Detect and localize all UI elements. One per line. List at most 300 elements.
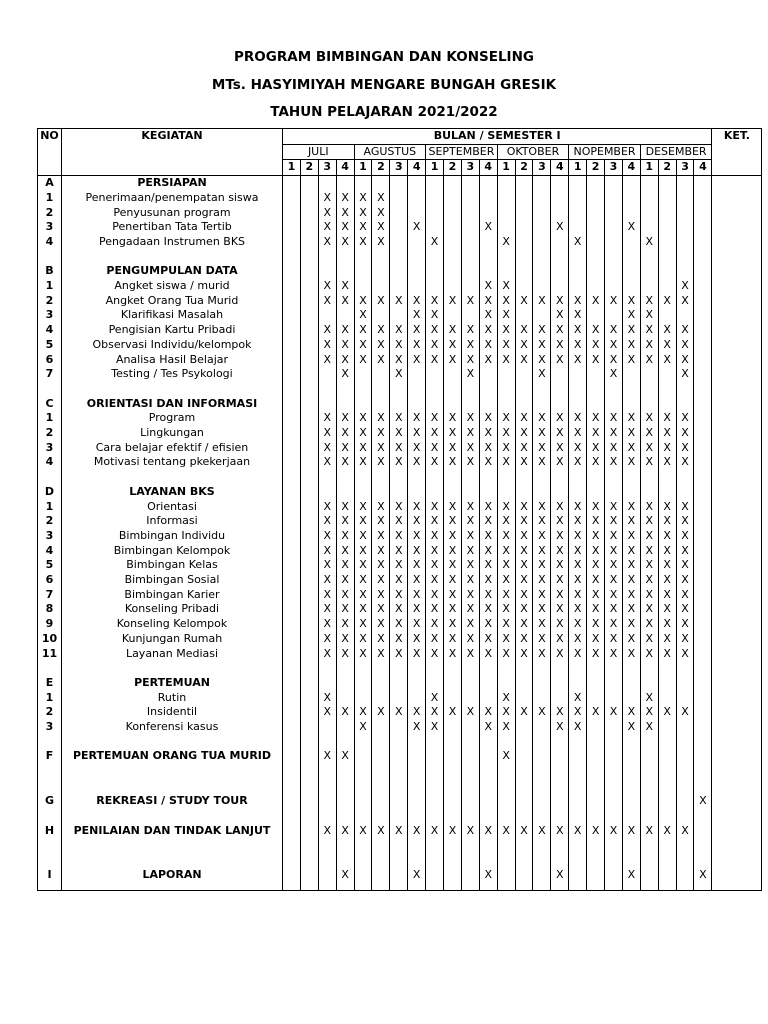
week-cell xyxy=(283,514,301,529)
week-cell xyxy=(658,367,676,382)
week-cell: X xyxy=(569,824,587,854)
week-cell: X xyxy=(444,426,462,441)
week-cell: X xyxy=(640,529,658,544)
week-cell: X xyxy=(390,544,408,559)
week-cell: X xyxy=(551,426,569,441)
week-cell xyxy=(390,779,408,794)
week-cell: X xyxy=(515,632,533,647)
header-ket: KET. xyxy=(712,129,762,176)
week-cell: X xyxy=(676,294,694,309)
week-cell xyxy=(283,411,301,426)
week-cell: X xyxy=(533,573,551,588)
ket-cell xyxy=(712,691,762,706)
week-cell xyxy=(318,176,336,191)
week-cell xyxy=(461,661,479,676)
week-cell: X xyxy=(587,617,605,632)
week-cell xyxy=(551,854,569,869)
ket-cell xyxy=(712,676,762,691)
week-cell: X xyxy=(408,294,426,309)
week-cell: X xyxy=(318,191,336,206)
week-cell: X xyxy=(479,824,497,854)
week-cell xyxy=(533,382,551,397)
week-cell: X xyxy=(640,617,658,632)
week-cell: X xyxy=(622,455,640,470)
week-cell: X xyxy=(533,632,551,647)
week-cell xyxy=(497,367,515,382)
week-header: 4 xyxy=(479,160,497,176)
week-cell xyxy=(640,220,658,235)
week-cell xyxy=(658,308,676,323)
week-cell xyxy=(283,264,301,279)
week-cell: X xyxy=(605,573,623,588)
row-kegiatan: Pengisian Kartu Pribadi xyxy=(62,323,283,338)
week-cell: X xyxy=(461,632,479,647)
week-cell: X xyxy=(444,514,462,529)
week-cell: X xyxy=(318,632,336,647)
week-cell xyxy=(569,367,587,382)
week-cell xyxy=(587,868,605,891)
week-cell: X xyxy=(336,824,354,854)
week-cell xyxy=(390,676,408,691)
week-cell: X xyxy=(426,720,444,735)
row-no: I xyxy=(38,868,62,891)
week-cell xyxy=(283,470,301,485)
week-cell: X xyxy=(605,426,623,441)
week-cell: X xyxy=(658,602,676,617)
week-cell: X xyxy=(408,308,426,323)
week-cell xyxy=(569,854,587,869)
week-cell xyxy=(300,558,318,573)
week-cell: X xyxy=(640,647,658,662)
week-cell: X xyxy=(533,323,551,338)
week-cell: X xyxy=(336,602,354,617)
week-cell: X xyxy=(444,705,462,720)
week-cell xyxy=(658,250,676,265)
week-cell: X xyxy=(640,323,658,338)
week-cell: X xyxy=(408,602,426,617)
week-cell: X xyxy=(694,794,712,809)
week-cell xyxy=(372,749,390,779)
week-cell xyxy=(318,794,336,809)
row-kegiatan: LAYANAN BKS xyxy=(62,485,283,500)
week-cell xyxy=(479,191,497,206)
week-cell: X xyxy=(569,705,587,720)
week-cell: X xyxy=(318,691,336,706)
week-cell: X xyxy=(318,323,336,338)
week-cell: X xyxy=(461,323,479,338)
week-cell xyxy=(372,279,390,294)
week-cell xyxy=(533,176,551,191)
week-cell: X xyxy=(354,206,372,221)
week-cell: X xyxy=(372,441,390,456)
week-cell: X xyxy=(408,705,426,720)
week-cell xyxy=(283,382,301,397)
week-cell xyxy=(658,794,676,809)
header-no: NO xyxy=(38,129,62,176)
week-cell: X xyxy=(676,323,694,338)
week-cell xyxy=(283,647,301,662)
week-cell: X xyxy=(533,514,551,529)
week-cell: X xyxy=(640,338,658,353)
week-cell xyxy=(622,779,640,794)
row-no xyxy=(38,854,62,869)
week-cell: X xyxy=(444,455,462,470)
week-cell: X xyxy=(390,558,408,573)
week-cell xyxy=(408,485,426,500)
week-cell: X xyxy=(426,500,444,515)
week-cell xyxy=(676,235,694,250)
week-cell xyxy=(622,854,640,869)
week-cell xyxy=(354,868,372,891)
week-cell xyxy=(318,676,336,691)
week-cell xyxy=(497,191,515,206)
week-cell xyxy=(408,382,426,397)
week-cell: X xyxy=(336,279,354,294)
row-kegiatan: PENGUMPULAN DATA xyxy=(62,264,283,279)
week-cell: X xyxy=(390,514,408,529)
week-cell xyxy=(461,470,479,485)
week-cell xyxy=(318,397,336,412)
week-cell xyxy=(354,794,372,809)
week-cell: X xyxy=(336,206,354,221)
week-cell xyxy=(283,705,301,720)
school-name: MTs. HASYIMIYAH MENGARE BUNGAH GRESIK xyxy=(211,77,557,93)
week-cell xyxy=(694,485,712,500)
week-cell xyxy=(426,779,444,794)
week-cell: X xyxy=(587,338,605,353)
week-cell: X xyxy=(372,455,390,470)
week-cell xyxy=(408,779,426,794)
week-cell: X xyxy=(605,588,623,603)
week-cell xyxy=(336,485,354,500)
week-cell xyxy=(658,191,676,206)
week-cell: X xyxy=(533,588,551,603)
week-cell xyxy=(426,749,444,779)
week-cell xyxy=(587,735,605,750)
week-cell: X xyxy=(408,647,426,662)
week-cell xyxy=(676,176,694,191)
week-cell: X xyxy=(372,338,390,353)
week-cell xyxy=(408,794,426,809)
ket-cell xyxy=(712,632,762,647)
week-cell xyxy=(622,661,640,676)
week-cell xyxy=(551,206,569,221)
row-no: B xyxy=(38,264,62,279)
week-cell: X xyxy=(587,426,605,441)
week-cell xyxy=(426,191,444,206)
week-cell xyxy=(515,779,533,794)
week-cell xyxy=(372,250,390,265)
month-header: SEPTEMBER xyxy=(426,144,498,160)
week-cell: X xyxy=(622,705,640,720)
week-header: 2 xyxy=(444,160,462,176)
week-cell xyxy=(354,485,372,500)
week-cell xyxy=(551,191,569,206)
week-cell: X xyxy=(461,338,479,353)
row-kegiatan: LAPORAN xyxy=(62,868,283,891)
week-cell: X xyxy=(390,588,408,603)
week-cell xyxy=(622,794,640,809)
week-cell xyxy=(444,367,462,382)
week-cell xyxy=(694,691,712,706)
week-cell: X xyxy=(551,411,569,426)
week-cell xyxy=(694,588,712,603)
week-cell xyxy=(533,794,551,809)
week-cell: X xyxy=(622,868,640,891)
week-cell: X xyxy=(461,705,479,720)
week-cell xyxy=(479,749,497,779)
week-cell: X xyxy=(587,353,605,368)
week-cell xyxy=(300,235,318,250)
week-cell xyxy=(497,470,515,485)
week-cell: X xyxy=(622,426,640,441)
week-cell xyxy=(461,779,479,794)
week-cell xyxy=(283,749,301,779)
week-cell: X xyxy=(497,588,515,603)
week-cell xyxy=(283,294,301,309)
week-cell xyxy=(354,779,372,794)
week-cell xyxy=(533,264,551,279)
week-cell xyxy=(390,485,408,500)
week-cell: X xyxy=(461,573,479,588)
week-cell xyxy=(587,809,605,824)
row-kegiatan: Bimbingan Kelas xyxy=(62,558,283,573)
table-row xyxy=(38,573,762,588)
week-cell: X xyxy=(551,323,569,338)
week-cell: X xyxy=(676,426,694,441)
week-cell xyxy=(461,279,479,294)
week-cell: X xyxy=(551,647,569,662)
week-cell xyxy=(408,735,426,750)
week-cell: X xyxy=(622,353,640,368)
week-cell xyxy=(605,191,623,206)
week-cell: X xyxy=(622,338,640,353)
week-cell xyxy=(444,470,462,485)
week-cell: X xyxy=(676,500,694,515)
week-cell: X xyxy=(569,514,587,529)
row-kegiatan: Layanan Mediasi xyxy=(62,647,283,662)
week-cell: X xyxy=(497,691,515,706)
week-cell xyxy=(640,367,658,382)
week-cell xyxy=(605,279,623,294)
week-cell xyxy=(283,809,301,824)
week-cell xyxy=(694,338,712,353)
week-cell xyxy=(336,735,354,750)
week-cell: X xyxy=(605,617,623,632)
week-cell: X xyxy=(444,441,462,456)
week-cell: X xyxy=(479,411,497,426)
week-cell: X xyxy=(551,868,569,891)
week-cell: X xyxy=(640,514,658,529)
week-cell: X xyxy=(533,441,551,456)
week-cell: X xyxy=(676,441,694,456)
week-cell: X xyxy=(390,529,408,544)
week-cell: X xyxy=(479,529,497,544)
week-cell: X xyxy=(515,455,533,470)
week-cell xyxy=(390,191,408,206)
week-cell: X xyxy=(551,544,569,559)
week-cell xyxy=(336,676,354,691)
week-cell xyxy=(336,854,354,869)
week-cell xyxy=(408,661,426,676)
week-cell: X xyxy=(444,353,462,368)
week-cell xyxy=(640,809,658,824)
row-no: 1 xyxy=(38,691,62,706)
week-cell xyxy=(676,794,694,809)
row-no: 5 xyxy=(38,558,62,573)
table-row xyxy=(38,617,762,632)
week-cell xyxy=(533,397,551,412)
week-cell xyxy=(461,809,479,824)
week-cell: X xyxy=(426,824,444,854)
week-cell xyxy=(640,397,658,412)
week-cell: X xyxy=(605,367,623,382)
week-header: 3 xyxy=(390,160,408,176)
table-row xyxy=(38,779,762,794)
week-cell xyxy=(283,338,301,353)
week-cell xyxy=(497,220,515,235)
week-cell xyxy=(390,720,408,735)
week-cell xyxy=(605,235,623,250)
ket-cell xyxy=(712,573,762,588)
week-cell xyxy=(283,676,301,691)
week-cell xyxy=(622,279,640,294)
week-cell xyxy=(533,735,551,750)
week-cell xyxy=(569,470,587,485)
week-cell xyxy=(300,264,318,279)
week-cell xyxy=(426,794,444,809)
row-kegiatan xyxy=(62,854,283,869)
week-cell xyxy=(515,279,533,294)
month-header: DESEMBER xyxy=(640,144,712,160)
week-cell xyxy=(658,206,676,221)
week-cell xyxy=(605,735,623,750)
week-cell xyxy=(283,176,301,191)
week-cell: X xyxy=(336,617,354,632)
week-cell xyxy=(569,279,587,294)
table-row xyxy=(38,500,762,515)
ket-cell xyxy=(712,338,762,353)
ket-cell xyxy=(712,279,762,294)
row-kegiatan: PERSIAPAN xyxy=(62,176,283,191)
week-cell: X xyxy=(605,441,623,456)
week-cell: X xyxy=(372,588,390,603)
row-no xyxy=(38,661,62,676)
week-cell: X xyxy=(658,705,676,720)
week-cell xyxy=(300,220,318,235)
week-cell: X xyxy=(658,544,676,559)
week-cell: X xyxy=(587,824,605,854)
ket-cell xyxy=(712,264,762,279)
week-cell xyxy=(283,455,301,470)
week-cell: X xyxy=(354,338,372,353)
week-cell: X xyxy=(551,294,569,309)
week-cell xyxy=(515,235,533,250)
table-row xyxy=(38,632,762,647)
week-cell xyxy=(640,382,658,397)
week-cell xyxy=(336,779,354,794)
week-cell: X xyxy=(515,353,533,368)
week-cell: X xyxy=(640,441,658,456)
week-cell xyxy=(694,500,712,515)
week-cell xyxy=(658,220,676,235)
row-kegiatan: Angket siswa / murid xyxy=(62,279,283,294)
week-cell: X xyxy=(587,544,605,559)
week-cell: X xyxy=(658,529,676,544)
ket-cell xyxy=(712,397,762,412)
week-cell xyxy=(658,661,676,676)
week-cell xyxy=(694,323,712,338)
week-header: 4 xyxy=(551,160,569,176)
week-cell: X xyxy=(515,558,533,573)
week-cell: X xyxy=(605,323,623,338)
week-cell xyxy=(640,206,658,221)
week-cell xyxy=(300,573,318,588)
week-cell xyxy=(497,250,515,265)
week-cell: X xyxy=(551,602,569,617)
week-cell: X xyxy=(622,308,640,323)
row-kegiatan xyxy=(62,470,283,485)
week-cell: X xyxy=(515,824,533,854)
table-row xyxy=(38,809,762,824)
week-cell xyxy=(461,264,479,279)
week-cell: X xyxy=(640,705,658,720)
week-cell: X xyxy=(408,323,426,338)
week-cell: X xyxy=(390,441,408,456)
ket-cell xyxy=(712,235,762,250)
week-cell xyxy=(426,868,444,891)
week-cell: X xyxy=(622,323,640,338)
week-cell xyxy=(622,470,640,485)
week-cell xyxy=(479,691,497,706)
week-cell xyxy=(283,720,301,735)
week-cell: X xyxy=(372,705,390,720)
week-cell: X xyxy=(658,411,676,426)
week-cell: X xyxy=(426,235,444,250)
week-cell: X xyxy=(318,220,336,235)
month-header: JULI xyxy=(283,144,355,160)
week-cell xyxy=(300,824,318,854)
week-cell: X xyxy=(622,411,640,426)
week-cell xyxy=(300,720,318,735)
week-cell xyxy=(318,779,336,794)
week-cell: X xyxy=(426,558,444,573)
week-cell: X xyxy=(569,632,587,647)
week-cell xyxy=(694,308,712,323)
week-cell: X xyxy=(569,235,587,250)
week-cell xyxy=(533,661,551,676)
week-cell xyxy=(283,250,301,265)
week-cell xyxy=(300,809,318,824)
week-cell xyxy=(515,397,533,412)
week-cell xyxy=(676,691,694,706)
week-cell: X xyxy=(515,426,533,441)
week-cell xyxy=(622,176,640,191)
table-row xyxy=(38,824,762,854)
week-cell xyxy=(515,809,533,824)
ket-cell xyxy=(712,206,762,221)
month-header: AGUSTUS xyxy=(354,144,426,160)
row-kegiatan: Insidentil xyxy=(62,705,283,720)
week-cell xyxy=(354,470,372,485)
week-cell: X xyxy=(569,720,587,735)
ket-cell xyxy=(712,470,762,485)
week-cell xyxy=(640,485,658,500)
ket-cell xyxy=(712,485,762,500)
week-cell xyxy=(694,220,712,235)
week-cell: X xyxy=(533,558,551,573)
row-kegiatan: Kunjungan Rumah xyxy=(62,632,283,647)
